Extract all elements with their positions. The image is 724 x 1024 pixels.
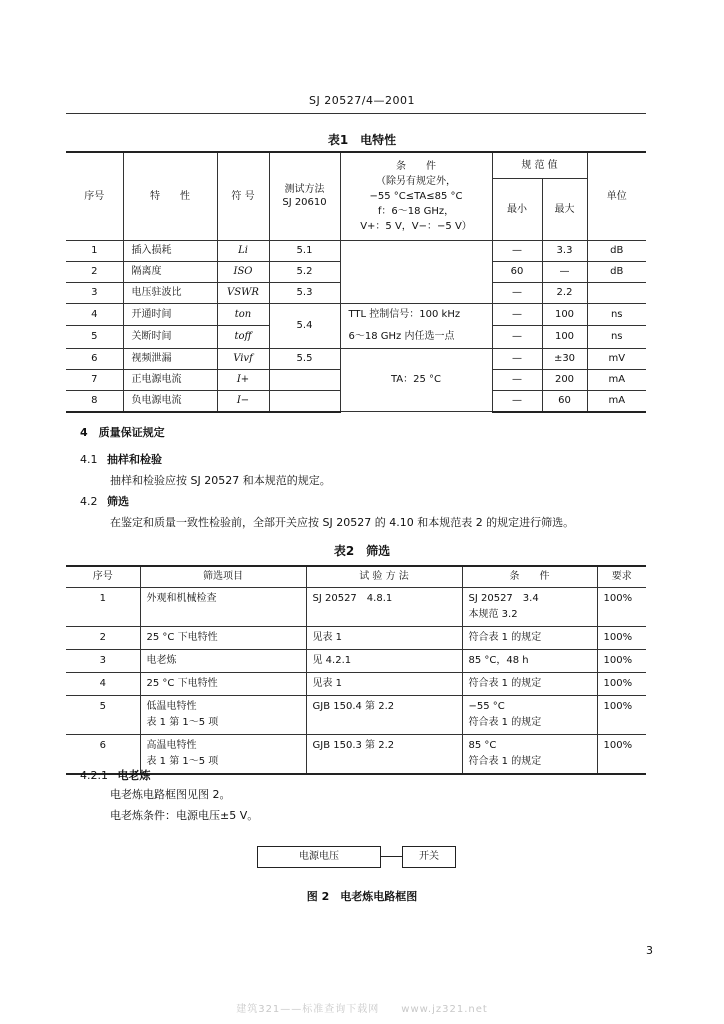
cell-line: −55 °C — [468, 701, 505, 712]
table-cell — [269, 369, 340, 390]
table-cell: 插入损耗 — [123, 240, 217, 261]
table-cell: 5.4 — [269, 303, 340, 348]
table-cell: 100% — [597, 627, 646, 650]
section-4-heading: 4 质量保证规定 — [80, 426, 165, 439]
table2-caption: 表2 筛选 — [333, 544, 391, 558]
table-cell — [462, 588, 597, 627]
table-cell: SJ 20527 4.8.1 — [306, 588, 462, 627]
table-cell: mA — [587, 390, 646, 412]
section-4-2-1-text2: 电老炼条件：电源电压±5 V。 — [110, 809, 259, 822]
table-cell: 见表 1 — [306, 627, 462, 650]
cell-line: SJ 20527 3.4 — [468, 593, 539, 604]
t1-cond-ttl-l1: TTL 控制信号：100 kHz — [348, 308, 461, 320]
table-cell: 60 — [492, 261, 542, 282]
t1-header-symbol: 符 号 — [217, 152, 269, 240]
t1-cond-blank — [340, 240, 492, 303]
cell-line: 表 1 第 1～5 项 — [146, 756, 219, 767]
cell-line: 低温电特性 — [146, 701, 197, 712]
power-supply-box: 电源电压 — [257, 846, 381, 868]
table-cell: — — [492, 390, 542, 412]
table-cell: 1 — [66, 240, 123, 261]
table-cell: dB — [587, 261, 646, 282]
table-cell: 外观和机械检查 — [140, 588, 306, 627]
table-cell — [587, 282, 646, 303]
table-cell: 5.3 — [269, 282, 340, 303]
table-cell: 5 — [66, 696, 140, 735]
table-cell: 5.5 — [269, 348, 340, 369]
table-cell: 5.1 — [269, 240, 340, 261]
table-cell: GJB 150.3 第 2.2 — [306, 735, 462, 775]
section-4-2-1-title: 电老炼 — [117, 769, 151, 782]
section-4-2-1-text1: 电老炼电路框图见图 2。 — [110, 788, 231, 801]
section-4-2-1-heading — [80, 767, 151, 783]
t1-header-method-l2: SJ 20610 — [282, 197, 327, 209]
table-cell: 2.2 — [542, 282, 587, 303]
table-cell: 60 — [542, 390, 587, 412]
section-4-2-title: 筛选 — [107, 495, 129, 508]
table-cell — [269, 390, 340, 412]
page-number: 3 — [646, 944, 653, 957]
table-cell: 3 — [66, 650, 140, 673]
table-cell: 开通时间 — [123, 303, 217, 326]
table-cell: Vivf — [217, 348, 269, 369]
section-4-2-number: 4.2 — [80, 495, 98, 508]
table-cell: 85 °C，48 h — [462, 650, 597, 673]
table2-screening — [66, 565, 646, 775]
table-cell: 100 — [542, 326, 587, 349]
table-cell: 6 — [66, 348, 123, 369]
table-cell: ns — [587, 326, 646, 349]
table-cell: GJB 150.4 第 2.2 — [306, 696, 462, 735]
table-cell: toff — [217, 326, 269, 349]
cell-line: 表 1 第 1～5 项 — [146, 717, 219, 728]
t1-cond-l4: V+：5 V，V−：−5 V） — [360, 220, 472, 232]
table-cell: — — [492, 303, 542, 326]
t2-header-condition: 条 件 — [462, 566, 597, 588]
document-header: SJ 20527/4—2001 — [309, 94, 415, 107]
t2-header-requirement: 要求 — [597, 566, 646, 588]
table-cell: 4 — [66, 303, 123, 326]
t1-header-char: 特 性 — [123, 152, 217, 240]
table-cell: 见表 1 — [306, 673, 462, 696]
table-cell: 符合表 1 的规定 — [462, 627, 597, 650]
table-cell: 3 — [66, 282, 123, 303]
table-cell: 100% — [597, 696, 646, 735]
table-cell: — — [492, 369, 542, 390]
t1-cond-title: 条 件 — [396, 160, 436, 172]
switch-box: 开关 — [402, 846, 456, 868]
table-cell: 视频泄漏 — [123, 348, 217, 369]
table-cell — [462, 735, 597, 775]
cell-line: 符合表 1 的规定 — [468, 717, 542, 728]
table-cell: 25 °C 下电特性 — [140, 673, 306, 696]
table-cell: 3.3 — [542, 240, 587, 261]
t1-cond-l2: −55 °C≤TA≤85 °C — [369, 190, 463, 202]
table-cell: I− — [217, 390, 269, 412]
section-4-1-number: 4.1 — [80, 453, 98, 466]
t1-cond-ttl-l2: 6～18 GHz 内任选一点 — [348, 330, 455, 342]
table-cell: — — [492, 326, 542, 349]
table-cell: ±30 — [542, 348, 587, 369]
t1-header-spec: 规 范 值 — [492, 152, 587, 178]
t1-header-conditions — [340, 152, 492, 240]
t1-header-min: 最小 — [492, 178, 542, 240]
table-cell: 正电源电流 — [123, 369, 217, 390]
table-cell: 100 — [542, 303, 587, 326]
table-cell: 200 — [542, 369, 587, 390]
table-cell: 7 — [66, 369, 123, 390]
table-cell: 见 4.2.1 — [306, 650, 462, 673]
table-cell: 100% — [597, 588, 646, 627]
table-cell — [140, 735, 306, 775]
table-cell: ton — [217, 303, 269, 326]
t1-cond-l1: （除另有规定外， — [376, 175, 456, 187]
table-cell: 隔离度 — [123, 261, 217, 282]
header-rule — [66, 113, 646, 114]
table-cell — [140, 696, 306, 735]
cell-line: 85 °C — [468, 740, 497, 751]
table-cell: ISO — [217, 261, 269, 282]
table-cell: ns — [587, 303, 646, 326]
table-cell: 符合表 1 的规定 — [462, 673, 597, 696]
watermark: 建筑321——标准查询下载网 www.jz321.net — [236, 1004, 488, 1015]
section-4-1-heading — [80, 451, 162, 467]
table-cell: Li — [217, 240, 269, 261]
table-cell: 6 — [66, 735, 140, 775]
table-cell: 关断时间 — [123, 326, 217, 349]
table-cell: 5.2 — [269, 261, 340, 282]
t1-header-unit: 单位 — [587, 152, 646, 240]
table-cell: — — [492, 348, 542, 369]
table-cell: — — [492, 240, 542, 261]
t2-header-method: 试 验 方 法 — [306, 566, 462, 588]
table-cell: 100% — [597, 735, 646, 775]
section-4-1-text: 抽样和检验应按 SJ 20527 和本规范的规定。 — [110, 474, 331, 487]
t1-cond-ttl — [340, 303, 492, 348]
table1-electrical-characteristics — [66, 151, 646, 413]
table-cell: 负电源电流 — [123, 390, 217, 412]
t1-header-no: 序号 — [66, 152, 123, 240]
connector-line — [380, 856, 402, 857]
table-cell: 电压驻波比 — [123, 282, 217, 303]
table-cell — [462, 696, 597, 735]
table-cell: 5 — [66, 326, 123, 349]
table-cell: 电老炼 — [140, 650, 306, 673]
table-cell: mV — [587, 348, 646, 369]
table-cell: — — [542, 261, 587, 282]
table-cell: 4 — [66, 673, 140, 696]
cell-line: 高温电特性 — [146, 740, 197, 751]
table-cell: 8 — [66, 390, 123, 412]
t1-header-max: 最大 — [542, 178, 587, 240]
table-cell: 2 — [66, 261, 123, 282]
table1-caption: 表1 电特性 — [327, 133, 397, 147]
t2-header-item: 筛选项目 — [140, 566, 306, 588]
table-cell: 100% — [597, 650, 646, 673]
table-cell: — — [492, 282, 542, 303]
section-4-2-heading — [80, 493, 129, 509]
table-cell: dB — [587, 240, 646, 261]
t1-header-method — [269, 152, 340, 240]
section-4-1-title: 抽样和检验 — [107, 453, 162, 466]
section-4-2-text: 在鉴定和质量一致性检验前，全部开关应按 SJ 20527 的 4.10 和本规范表 2 的规定进行筛选。 — [110, 516, 575, 529]
table-cell: 1 — [66, 588, 140, 627]
table-cell: I+ — [217, 369, 269, 390]
section-4-2-1-number: 4.2.1 — [80, 769, 108, 782]
table-cell: mA — [587, 369, 646, 390]
cell-line: 符合表 1 的规定 — [468, 756, 542, 767]
t2-header-no: 序号 — [66, 566, 140, 588]
table-cell: 25 °C 下电特性 — [140, 627, 306, 650]
cell-line: 本规范 3.2 — [468, 609, 518, 620]
table-cell: VSWR — [217, 282, 269, 303]
t1-cond-ta: TA：25 °C — [340, 348, 492, 412]
table-cell: 2 — [66, 627, 140, 650]
t1-cond-l3: f：6～18 GHz， — [377, 205, 455, 217]
table-cell: 100% — [597, 673, 646, 696]
figure2-caption: 图 2 电老炼电路框图 — [306, 890, 418, 903]
t1-header-method-l1: 测试方法 — [284, 184, 325, 196]
